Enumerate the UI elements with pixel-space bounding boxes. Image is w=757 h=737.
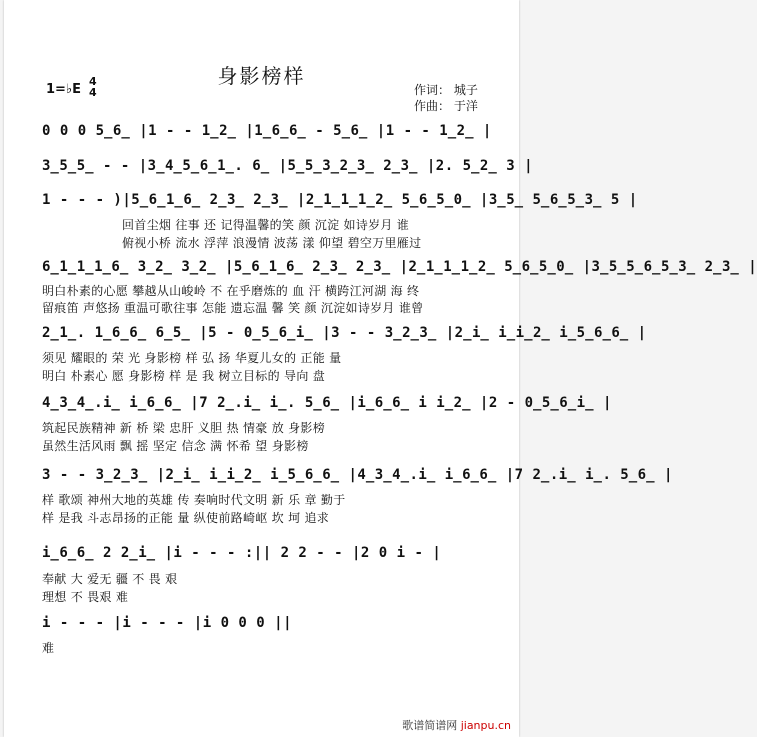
lyricist: 作词： 城子 <box>414 83 478 97</box>
notation-row-5: 2̲1̲. 1̲6̲6̲ 6̲5̲ |5 - 0̲5̲6̲i̲ |3 - - 3̲2̲3̲ |2̲i̲ i̲i̲2̲ i̲5̲6̲6̲ | <box>42 325 647 341</box>
notation-row-9: i - - - |i - - - |i 0 0 0 || <box>42 615 293 631</box>
lyric-row-7b: 样 是我 斗志昂扬的正能 量 纵使前路崎岖 坎 坷 追求 <box>42 511 330 525</box>
lyric-row-8a: 奉献 大 爱无 疆 不 畏 艰 <box>42 572 178 586</box>
key-signature: 1=♭E <box>46 82 81 97</box>
notation-row-7: 3 - - 3̲2̲3̲ |2̲i̲ i̲i̲2̲ i̲5̲6̲6̲ |4̲3̲4̲.i̲ i̲6̲6̲ |7 2̲.i̲ i̲. 5̲6̲ | <box>42 467 673 483</box>
notation-row-1: 0 0 0 5̲6̲ |1 - - 1̲2̲ |1̲6̲6̲ - 5̲6̲ |1 - - 1̲2̲ | <box>42 123 492 139</box>
lyric-row-5a: 须见 耀眼的 荣 光 身影榜 样 弘 扬 华夏儿女的 正能 量 <box>42 351 342 365</box>
notation-row-6: 4̲3̲4̲.i̲ i̲6̲6̲ |7 2̲.i̲ i̲. 5̲6̲ |i̲6̲6̲ i i̲2̲ |2 - 0̲5̲6̲i̲ | <box>42 395 612 411</box>
notation-row-3: 1 - - - )|5̲6̲1̲6̲ 2̲3̲ 2̲3̲ |2̲1̲1̲1̲2̲ 5̲6̲5̲0̲ |3̲5̲ 5̲6̲5̲3̲ 5 | <box>42 192 638 208</box>
lyric-row-7a: 样 歌颂 神州大地的英雄 传 奏响时代文明 新 乐 章 勤于 <box>42 493 346 507</box>
credits <box>414 82 478 114</box>
song-title: 身影榜样 <box>217 64 306 88</box>
time-signature-bottom: 4 <box>89 86 97 99</box>
lyric-row-6b: 虽然生活风雨 飘 摇 坚定 信念 满 怀希 望 身影榜 <box>42 439 309 453</box>
watermark <box>402 717 511 733</box>
watermark-site: 歌谱简谱网 <box>402 719 458 732</box>
lyric-row-3b: 俯视小桥 流水 浮萍 浪漫情 波荡 漾 仰望 碧空万里雁过 <box>122 236 422 250</box>
lyric-row-4a: 明白朴素的心愿 攀越从山峻岭 不 在乎磨炼的 血 汗 横跨江河湖 海 终 <box>42 284 420 298</box>
notation-row-8: i̲6̲6̲ 2 2̲i̲ |i - - - :|| 2 2 - - |2 0 i - | <box>42 545 442 561</box>
lyric-row-4b: 留痕笛 声悠扬 重温可歌往事 怎能 遗忘温 馨 笑 颜 沉淀如诗岁月 谁曾 <box>42 301 424 315</box>
time-signature-top: 4 <box>89 75 97 88</box>
time-signature <box>89 76 97 98</box>
lyric-row-5b: 明白 朴素心 愿 身影榜 样 是 我 树立目标的 导向 盘 <box>42 369 326 383</box>
notation-row-4: 6̲1̲1̲1̲6̲ 3̲2̲ 3̲2̲ |5̲6̲1̲6̲ 2̲3̲ 2̲3̲ |2̲1̲1̲1̲2̲ 5̲6̲5̲0̲ |3̲5̲5̲6̲5̲3̲ 2̲3̲ | <box>42 259 757 275</box>
lyric-row-9: 难 <box>42 641 55 655</box>
lyric-row-6a: 筑起民族精神 新 桥 梁 忠肝 义胆 热 情豪 放 身影榜 <box>42 421 326 435</box>
composer: 作曲： 于洋 <box>414 99 478 113</box>
watermark-domain: jianpu.cn <box>460 719 511 732</box>
lyric-row-3a: 回首尘烟 往事 还 记得温馨的笑 颜 沉淀 如诗岁月 谁 <box>122 218 410 232</box>
score-sheet <box>4 0 757 737</box>
notation-row-2: 3̲5̲5̲ - - |3̲4̲5̲6̲1̲. 6̲ |5̲5̲3̲2̲3̲ 2̲3̲ |2. 5̲2̲ 3 | <box>42 158 534 174</box>
lyric-row-8b: 理想 不 畏艰 难 <box>42 590 129 604</box>
